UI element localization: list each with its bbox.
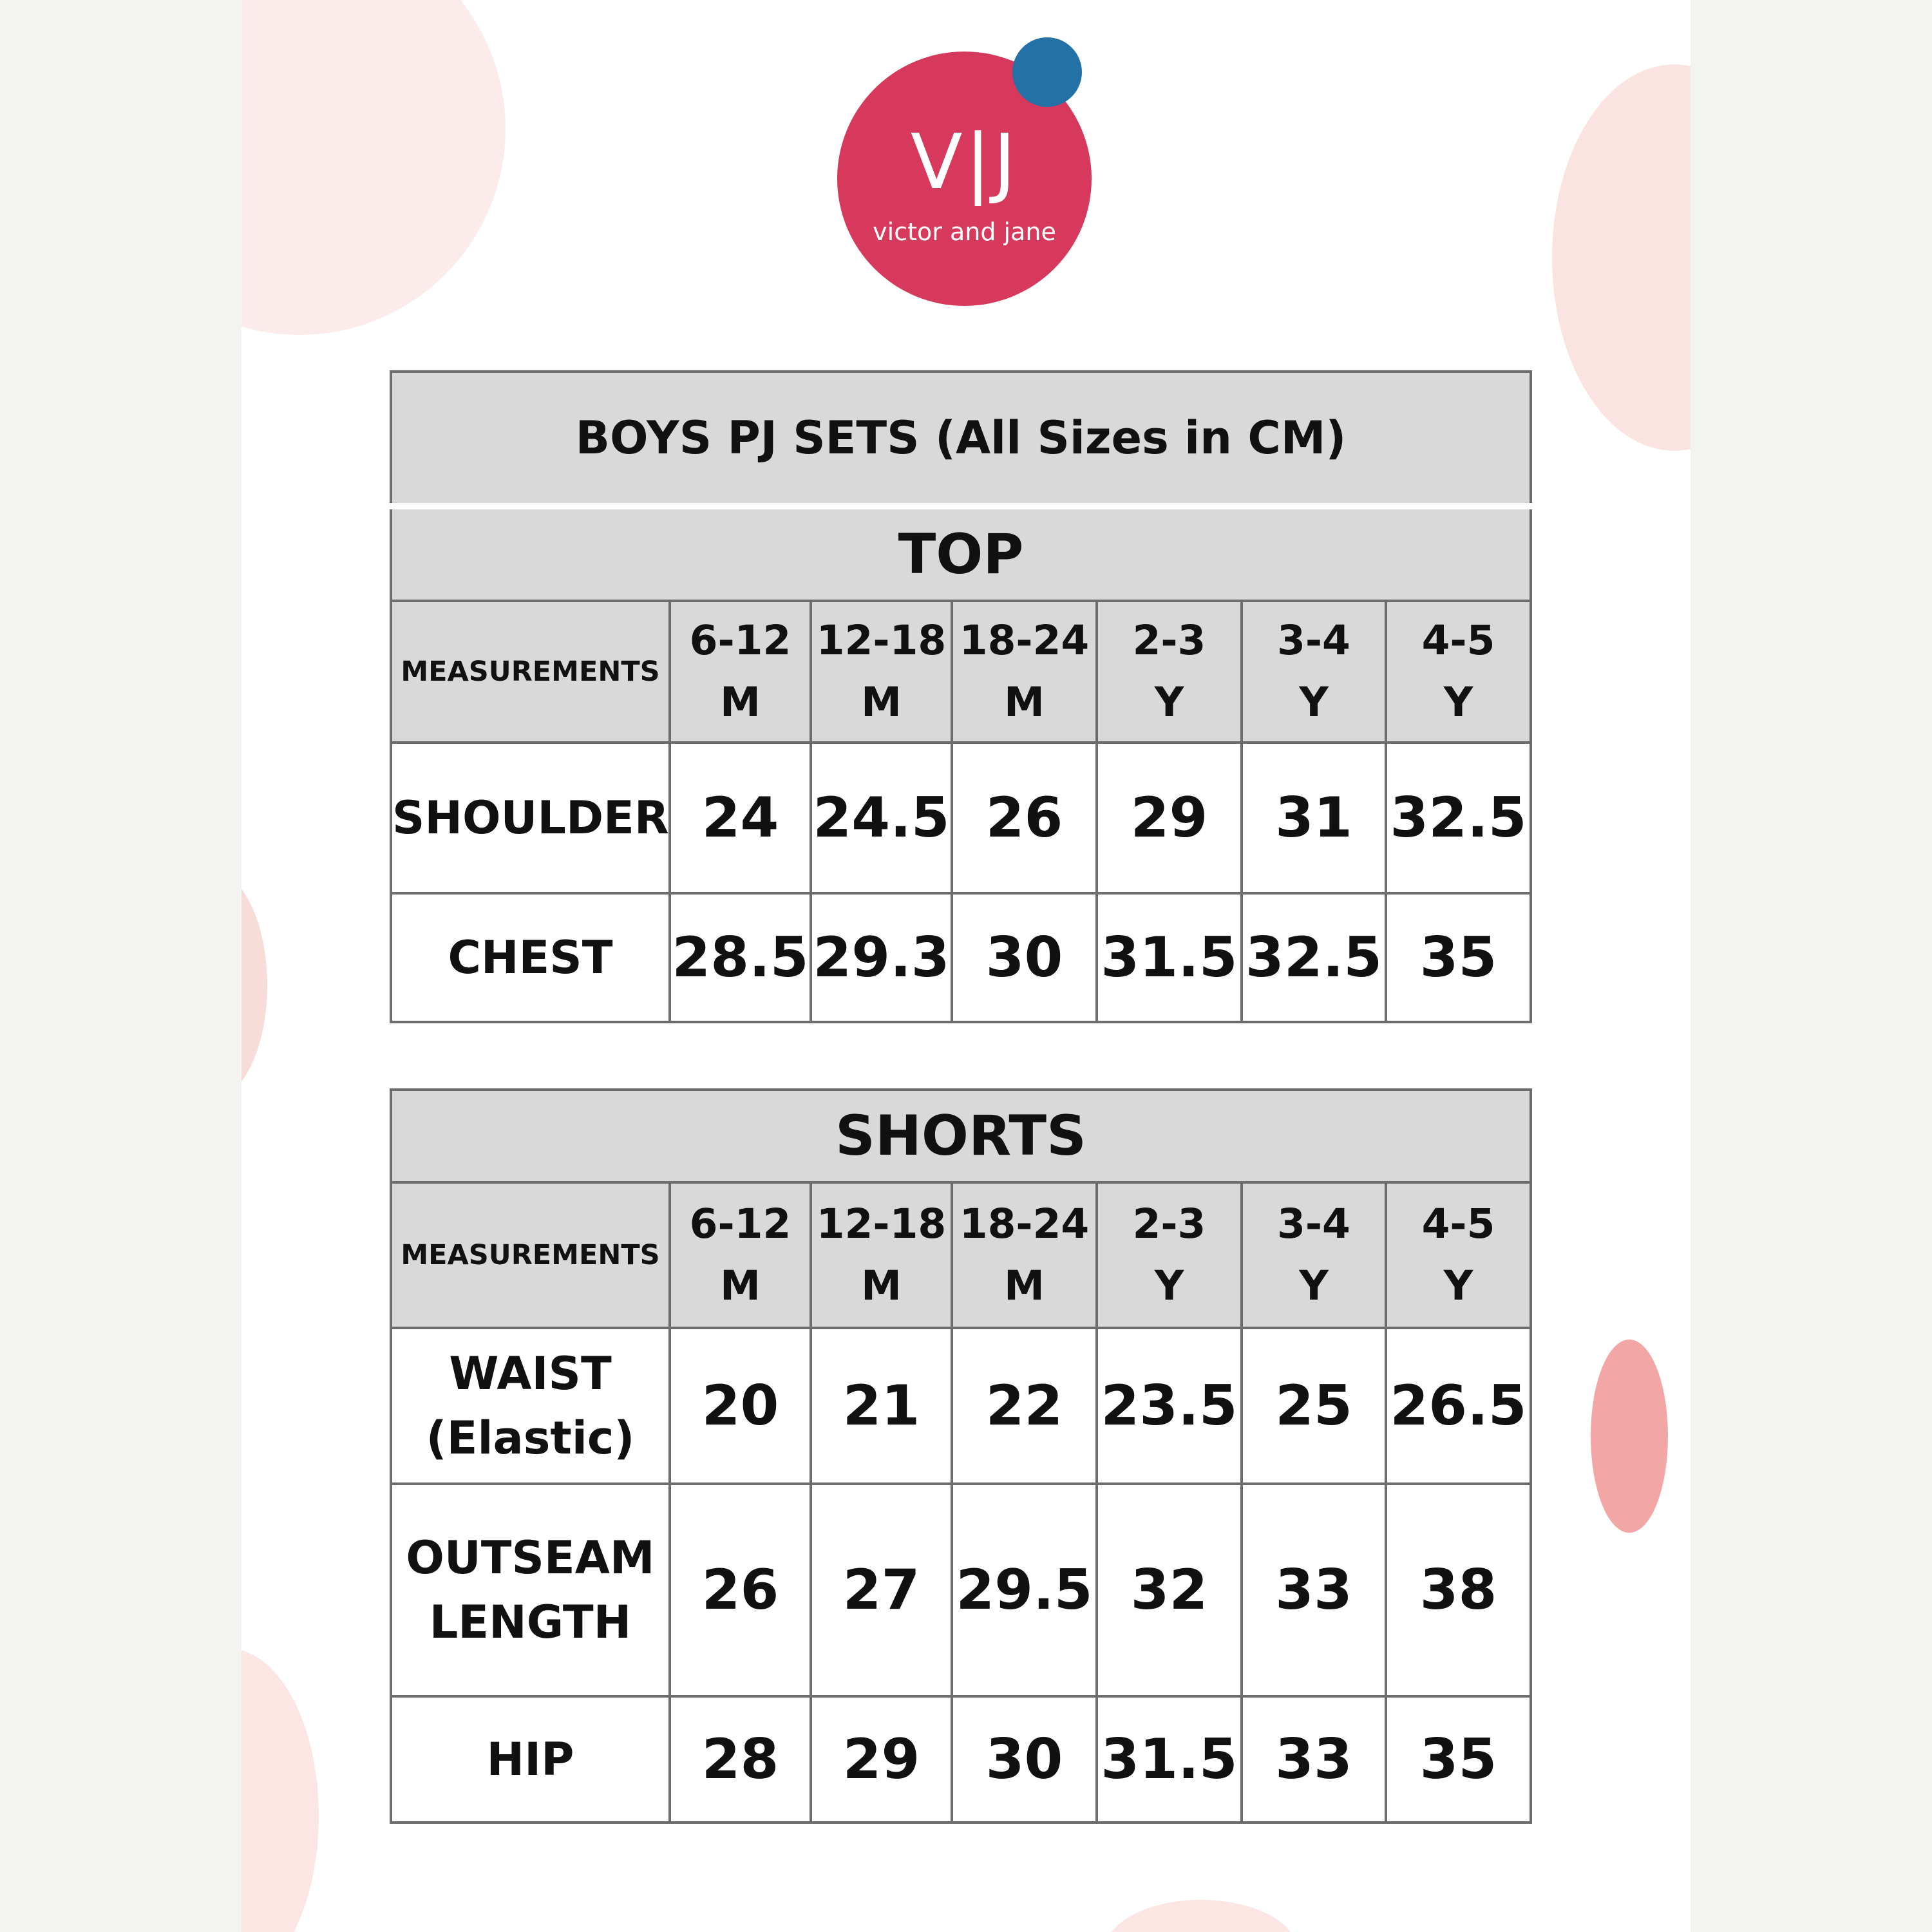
size-unit: Y bbox=[1299, 1262, 1329, 1309]
table-cell: 25 bbox=[1242, 1328, 1386, 1484]
table-cell: 28.5 bbox=[670, 893, 811, 1022]
size-header bbox=[670, 1182, 811, 1328]
size-header bbox=[952, 601, 1097, 743]
row-label-hip: HIP bbox=[391, 1696, 670, 1823]
decor-blob-left-mid bbox=[242, 869, 267, 1101]
table-row bbox=[391, 1328, 1531, 1484]
size-header bbox=[952, 1182, 1097, 1328]
size-range: 18-24 bbox=[959, 1200, 1090, 1247]
size-range: 18-24 bbox=[959, 617, 1090, 664]
size-range: 4-5 bbox=[1421, 617, 1495, 664]
size-header bbox=[811, 601, 952, 743]
table-cell: 24 bbox=[670, 743, 811, 893]
size-unit: Y bbox=[1443, 1262, 1473, 1309]
size-header bbox=[811, 1182, 952, 1328]
table-cell: 31.5 bbox=[1097, 1696, 1242, 1823]
size-unit: M bbox=[1004, 679, 1045, 726]
table-cell: 35 bbox=[1386, 1696, 1531, 1823]
size-header bbox=[1097, 601, 1242, 743]
row-label-line: LENGTH bbox=[429, 1596, 632, 1649]
top-size-table bbox=[390, 370, 1532, 1023]
size-unit: Y bbox=[1154, 679, 1184, 726]
table-cell: 33 bbox=[1242, 1484, 1386, 1696]
logo-wordmark: victor and jane bbox=[873, 218, 1056, 246]
size-header bbox=[1242, 601, 1386, 743]
size-header bbox=[1386, 1182, 1531, 1328]
size-unit: M bbox=[861, 679, 902, 726]
table-cell: 35 bbox=[1386, 893, 1531, 1022]
row-label-line: OUTSEAM bbox=[406, 1531, 655, 1584]
size-header bbox=[1242, 1182, 1386, 1328]
table-cell: 20 bbox=[670, 1328, 811, 1484]
table-cell: 33 bbox=[1242, 1696, 1386, 1823]
size-range: 3-4 bbox=[1277, 1200, 1350, 1247]
table-cell: 32.5 bbox=[1242, 893, 1386, 1022]
table-cell: 31.5 bbox=[1097, 893, 1242, 1022]
table-row bbox=[391, 1484, 1531, 1696]
table-row bbox=[391, 743, 1531, 893]
decor-blob-top-left bbox=[242, 0, 506, 335]
size-range: 4-5 bbox=[1421, 1200, 1495, 1247]
size-range: 12-18 bbox=[816, 1200, 947, 1247]
shorts-size-table bbox=[390, 1088, 1532, 1824]
size-unit: M bbox=[720, 1262, 761, 1309]
table-cell: 27 bbox=[811, 1484, 952, 1696]
table-cell: 30 bbox=[952, 1696, 1097, 1823]
size-header bbox=[670, 601, 811, 743]
size-unit: M bbox=[861, 1262, 902, 1309]
size-unit: Y bbox=[1299, 679, 1329, 726]
table-cell: 26 bbox=[952, 743, 1097, 893]
row-label-shoulder: SHOULDER bbox=[391, 743, 670, 893]
size-range: 3-4 bbox=[1277, 617, 1350, 664]
measurements-header: MEASUREMENTS bbox=[391, 601, 670, 743]
row-label-waist bbox=[391, 1328, 670, 1484]
size-unit: M bbox=[1004, 1262, 1045, 1309]
table-cell: 22 bbox=[952, 1328, 1097, 1484]
table-cell: 29 bbox=[811, 1696, 952, 1823]
row-label-outseam bbox=[391, 1484, 670, 1696]
table-row bbox=[391, 893, 1531, 1022]
table-cell: 29.3 bbox=[811, 893, 952, 1022]
chart-title: BOYS PJ SETS (All Sizes in CM) bbox=[391, 372, 1531, 506]
table-cell: 29 bbox=[1097, 743, 1242, 893]
decor-blob-bottom-center bbox=[1104, 1900, 1298, 1932]
table-cell: 38 bbox=[1386, 1484, 1531, 1696]
size-unit: Y bbox=[1443, 679, 1473, 726]
table-cell: 30 bbox=[952, 893, 1097, 1022]
logo-dot bbox=[1012, 37, 1082, 107]
size-unit: Y bbox=[1154, 1262, 1184, 1309]
table-cell: 28 bbox=[670, 1696, 811, 1823]
table-cell: 24.5 bbox=[811, 743, 952, 893]
table-cell: 32.5 bbox=[1386, 743, 1531, 893]
table-cell: 31 bbox=[1242, 743, 1386, 893]
size-header bbox=[1386, 601, 1531, 743]
size-header bbox=[1097, 1182, 1242, 1328]
size-chart-page bbox=[242, 0, 1690, 1932]
size-range: 12-18 bbox=[816, 617, 947, 664]
decor-blob-right-top bbox=[1552, 64, 1690, 451]
section-title-shorts: SHORTS bbox=[391, 1090, 1531, 1182]
size-range: 2-3 bbox=[1132, 1200, 1206, 1247]
table-cell: 23.5 bbox=[1097, 1328, 1242, 1484]
table-cell: 26.5 bbox=[1386, 1328, 1531, 1484]
decor-blob-bottom-left bbox=[242, 1649, 319, 1932]
table-cell: 29.5 bbox=[952, 1484, 1097, 1696]
table-cell: 32 bbox=[1097, 1484, 1242, 1696]
size-range: 2-3 bbox=[1132, 617, 1206, 664]
measurements-header: MEASUREMENTS bbox=[391, 1182, 670, 1328]
table-cell: 21 bbox=[811, 1328, 952, 1484]
size-range: 6-12 bbox=[689, 1200, 791, 1247]
section-title-top: TOP bbox=[391, 506, 1531, 601]
row-label-chest: CHEST bbox=[391, 893, 670, 1022]
decor-blob-right-mid bbox=[1591, 1340, 1668, 1533]
row-label-line: WAIST bbox=[449, 1347, 612, 1400]
table-row bbox=[391, 1696, 1531, 1823]
size-range: 6-12 bbox=[689, 617, 791, 664]
size-unit: M bbox=[720, 679, 761, 726]
row-label-line: (Elastic) bbox=[426, 1412, 635, 1464]
logo-monogram: V|J bbox=[910, 117, 1019, 206]
table-cell: 26 bbox=[670, 1484, 811, 1696]
